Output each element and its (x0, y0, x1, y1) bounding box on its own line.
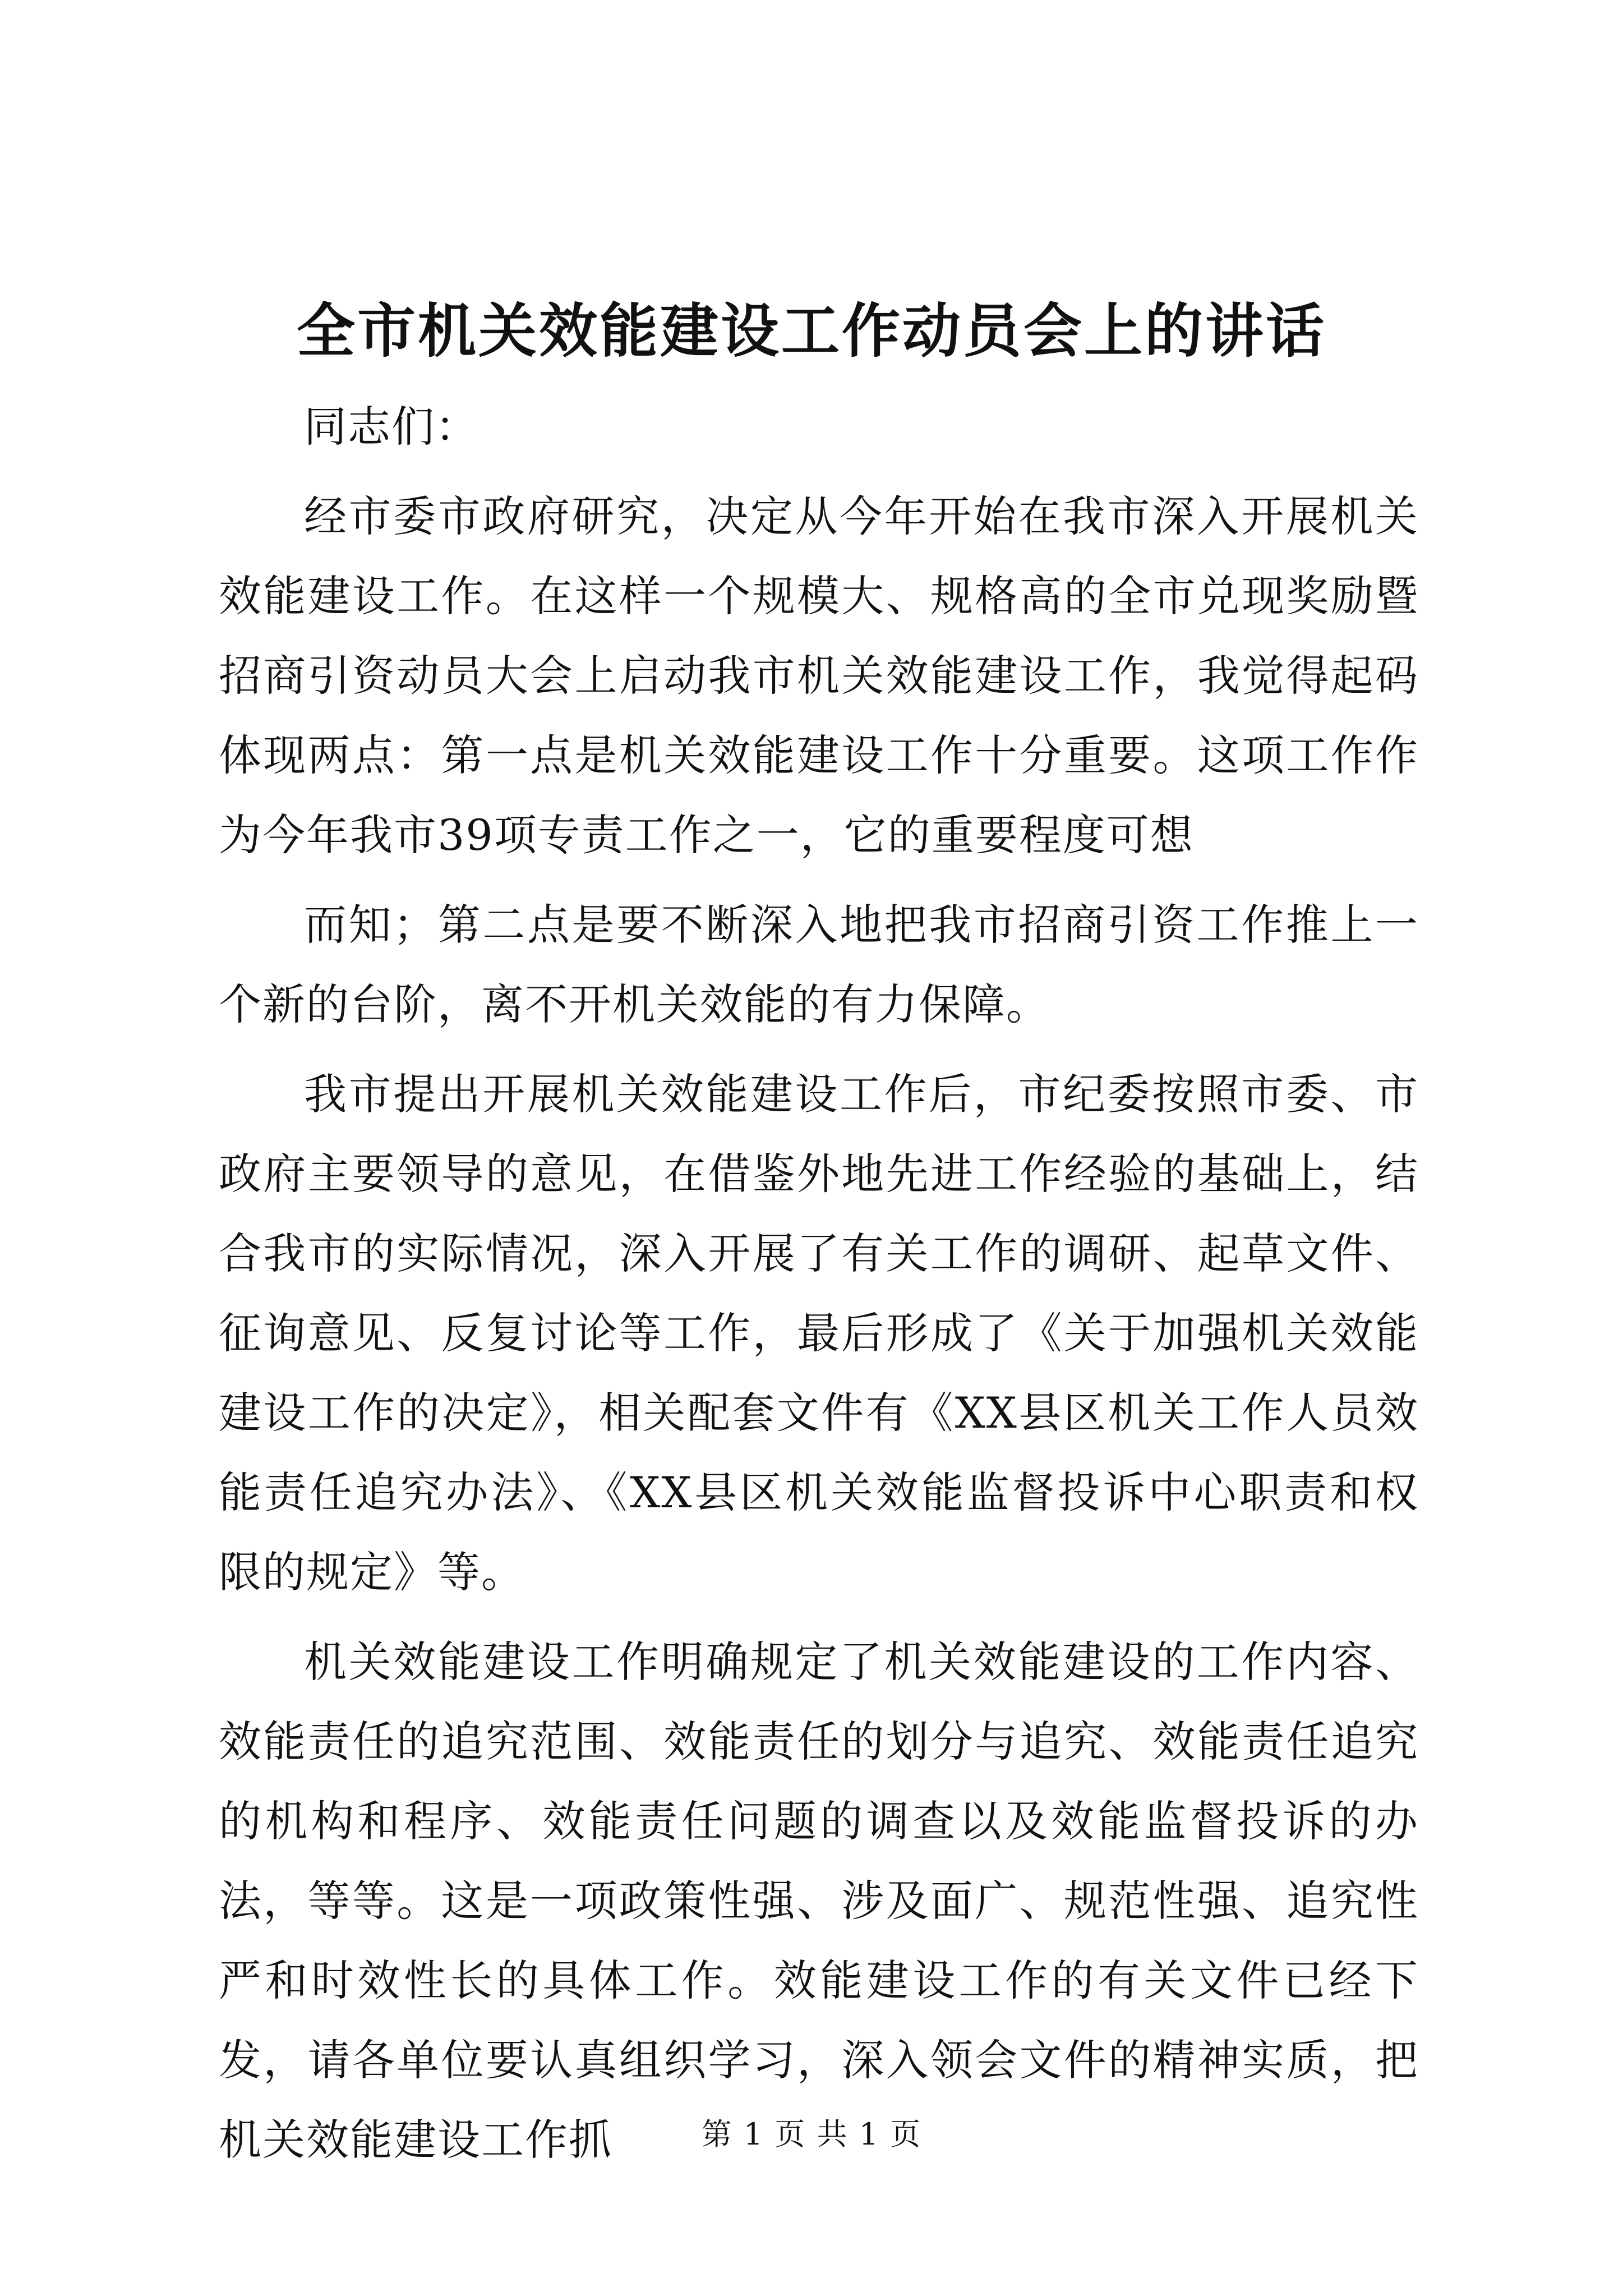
page-footer: 第 1 页 共 1 页 (701, 2116, 922, 2152)
paragraph-3: 我市提出开展机关效能建设工作后，市纪委按照市委、市政府主要领导的意见，在借鉴外地先进工作经验的基础上，结合我市的实际情况，深入开展了有关工作的调研、起草文件、征询意见、反复讨论等工作，最后形成了《关于加强机关效能建设工作的决定》，相关配套文件有《XX县区机关工作人员效能责任追究办法》、《XX县区机关效能监督投诉中心职责和权限的规定》等。 (219, 1069, 1419, 1597)
document-body (219, 387, 1419, 2190)
paragraph-1: 经市委市政府研究，决定从今年开始在我市深入开展机关效能建设工作。在这样一个规模大、规格高的全市兑现奖励暨招商引资动员大会上启动我市机关效能建设工作，我觉得起码体现两点：第一点是机关效能建设工作十分重要。这项工作作为今年我市39项专责工作之一，它的重要程度可想 (219, 491, 1419, 860)
paragraph-4: 机关效能建设工作明确规定了机关效能建设的工作内容、效能责任的追究范围、效能责任的划分与追究、效能责任追究的机构和程序、效能责任问题的调查以及效能监督投诉的办法，等等。这是一项政策性强、涉及面广、规范性强、追究性严和时效性长的具体工作。效能建设工作的有关文件已经下发，请各单位要认真组织学习，深入领会文件的精神实质，把机关效能建设工作抓 (219, 1637, 1419, 2165)
document-title: 全市机关效能建设工作动员会上的讲话 (296, 296, 1326, 365)
salutation: 同志们： (304, 402, 479, 452)
paragraph-2: 而知；第二点是要不断深入地把我市招商引资工作推上一个新的台阶，离不开机关效能的有力保障。 (219, 900, 1419, 1029)
